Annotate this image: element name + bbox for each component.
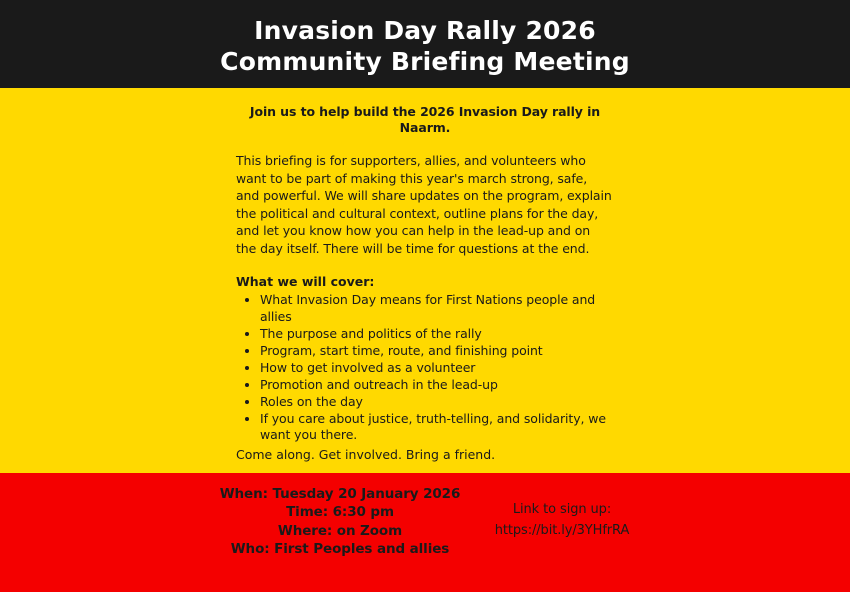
lede-text: Join us to help build the 2026 Invasion Day rally in Naarm. — [249, 104, 601, 135]
event-date: When: Tuesday 20 January 2026 — [219, 485, 461, 502]
poster-body — [0, 88, 850, 473]
list-item: • Roles on the day — [260, 394, 614, 411]
list-item: • If you care about justice, truth-telling, and solidarity, we want you there. — [260, 411, 614, 444]
signup-link[interactable]: https://bit.ly/3YHfrRA — [494, 522, 630, 538]
signup-details — [452, 499, 672, 541]
list-item: • What Invasion Day means for First Nations people and allies — [260, 292, 614, 325]
list-item: • The purpose and politics of the rally — [260, 326, 614, 343]
list-item: • Program, start time, route, and finishing point — [260, 343, 614, 360]
event-audience: Who: First Peoples and allies — [230, 541, 450, 558]
event-location: Where: on Zoom — [277, 522, 403, 539]
body-content — [236, 104, 614, 463]
poster-header — [0, 0, 850, 88]
closing-text: Come along. Get involved. Bring a friend. — [236, 446, 496, 462]
cover-heading: What we will cover: — [236, 274, 375, 289]
cover-list — [236, 292, 614, 444]
signup-label: Link to sign up: — [512, 501, 612, 517]
page-title-line-2: Community Briefing Meeting — [220, 47, 630, 76]
intro-paragraph: This briefing is for supporters, allies, and volunteers who want to be part of making this year's march strong, safe, and powerful. We will share updates on the program, explain the political and cultural context, outline plans for the day, and let you know how you can help in the lead-up and on the day itself. There will be time for questions at the end. — [236, 153, 612, 256]
list-item: • Promotion and outreach in the lead-up — [260, 377, 614, 394]
event-time: Time: 6:30 pm — [286, 504, 394, 521]
page-title-line-1: Invasion Day Rally 2026 — [254, 16, 596, 45]
list-item: • How to get involved as a volunteer — [260, 360, 614, 377]
poster-footer — [0, 473, 850, 592]
